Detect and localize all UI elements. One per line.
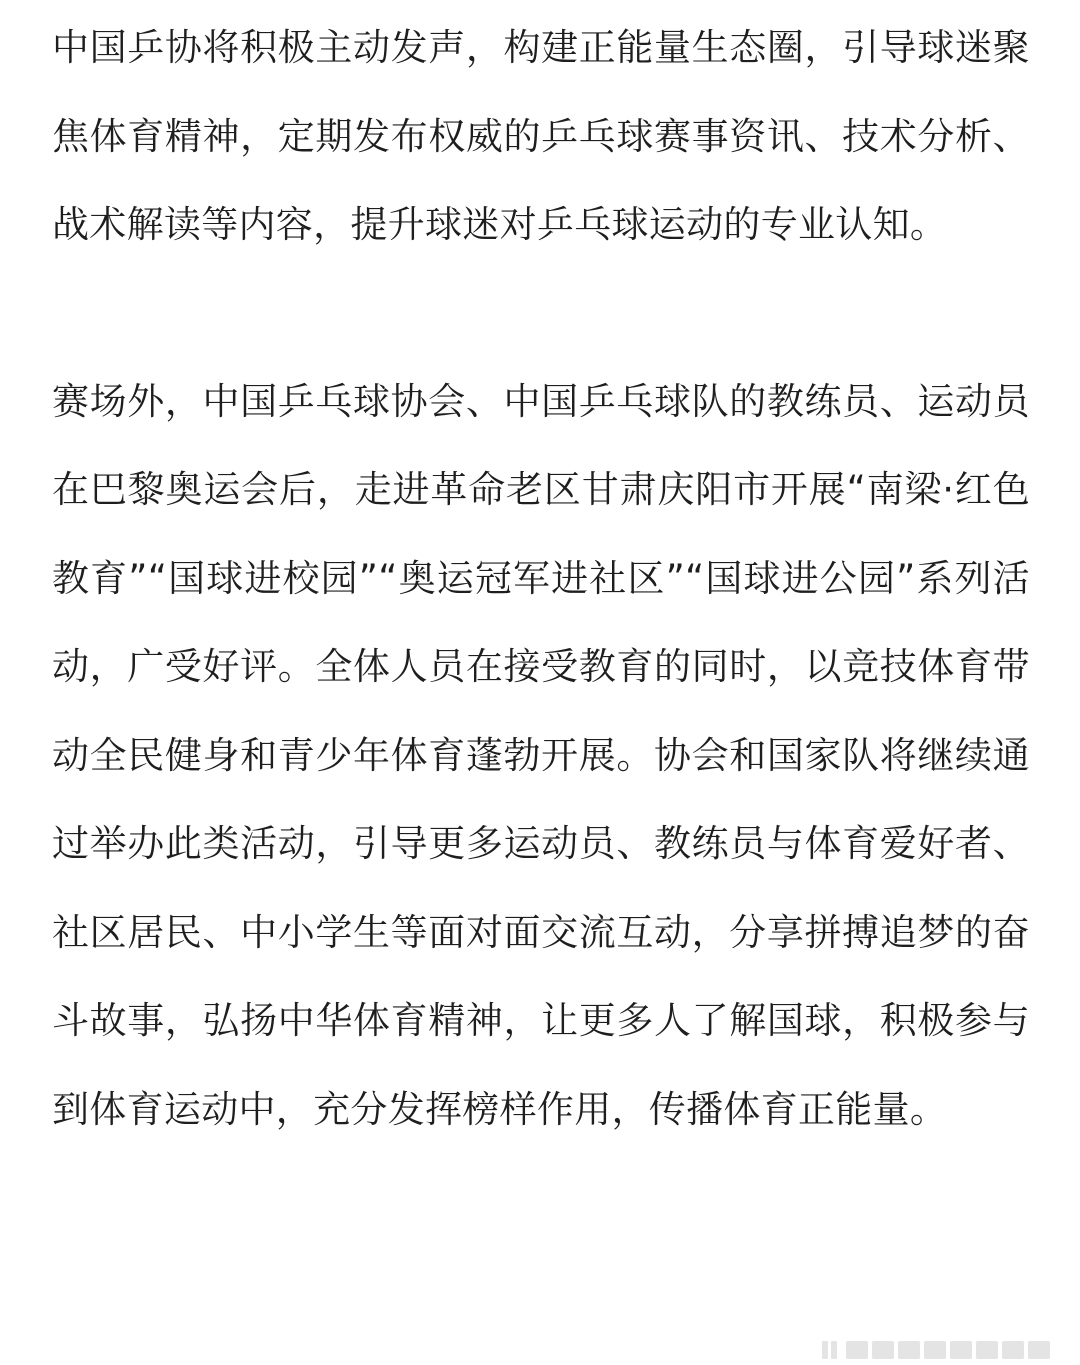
article-body bbox=[52, 4, 1030, 1154]
corner-watermark bbox=[822, 1339, 1058, 1361]
bar-watermark-icon bbox=[822, 1339, 1058, 1361]
article-paragraph-2: 赛场外，中国乒乓球协会、中国乒乓球队的教练员、运动员在巴黎奥运会后，走进革命老区甘肃庆阳市开展“南梁·红色教育”“国球进校园”“奥运冠军进社区”“国球进公园”系列活动，广受好评。全体人员在接受教育的同时，以竞技体育带动全民健身和青少年体育蓬勃开展。协会和国家队将继续通过举办此类活动，引导更多运动员、教练员与体育爱好者、社区居民、中小学生等面对面交流互动，分享拼搏追梦的奋斗故事，弘扬中华体育精神，让更多人了解国球，积极参与到体育运动中，充分发挥榜样作用，传播体育正能量。 bbox=[52, 379, 1030, 1131]
article-paragraph-1: 中国乒协将积极主动发声，构建正能量生态圈，引导球迷聚焦体育精神，定期发布权威的乒乓球赛事资讯、技术分析、战术解读等内容，提升球迷对乒乓球运动的专业认知。 bbox=[52, 26, 1030, 246]
